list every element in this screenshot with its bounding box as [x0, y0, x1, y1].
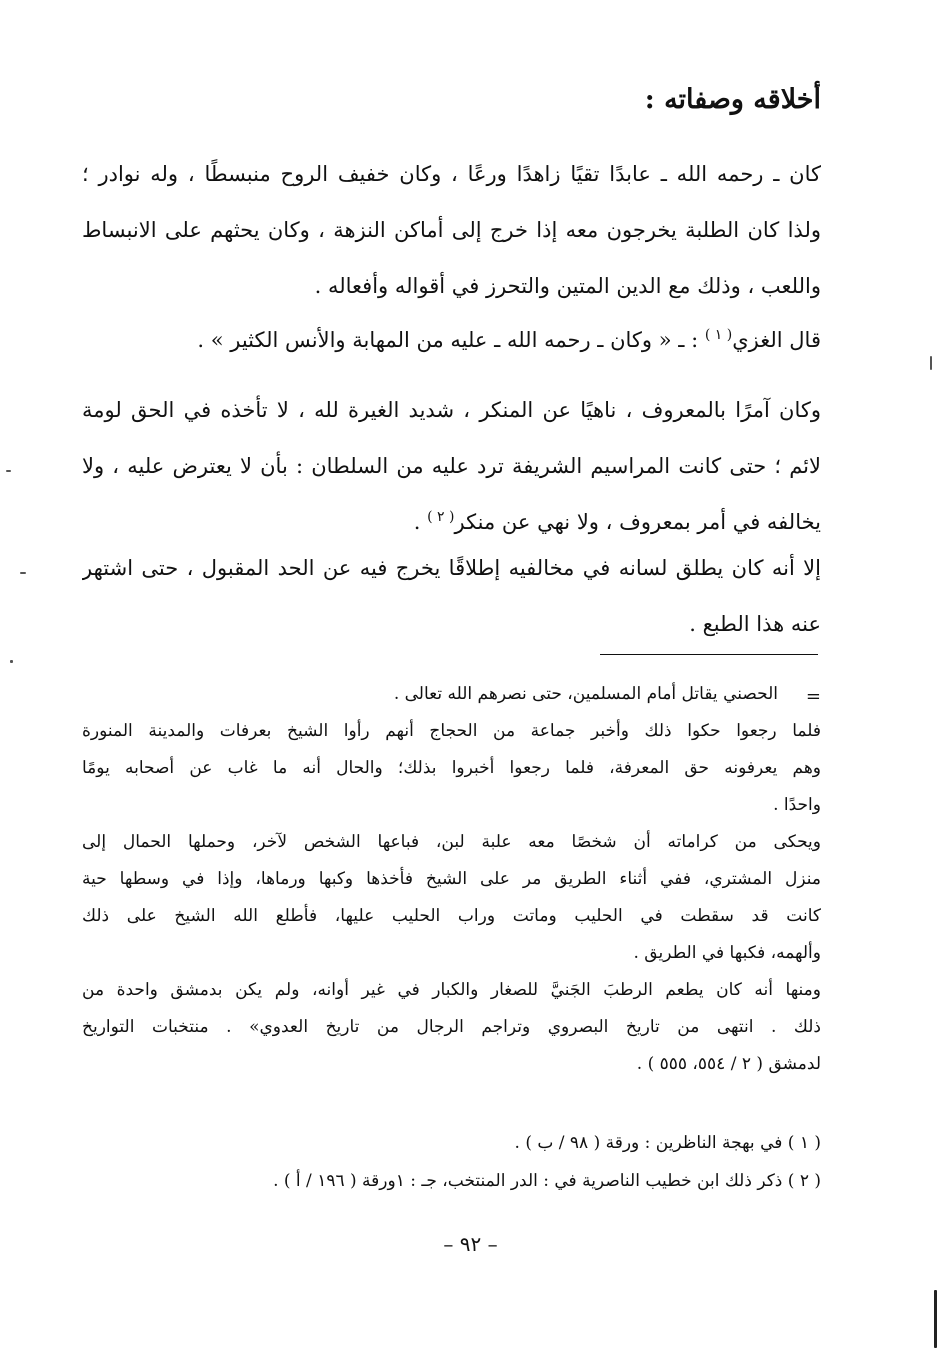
paragraph-line: عنه هذا الطبع . — [689, 612, 821, 636]
page-number: – ٩٢ – — [443, 1232, 498, 1256]
paragraph-character — [82, 146, 821, 314]
paragraph-line: كان ـ رحمه الله ـ عابدًا تقيًا زاهدًا ورعًا ، وكان خفيف الروح منبسطًا ، وله نوادر ؛ — [82, 162, 821, 186]
paragraph-tongue — [82, 540, 821, 652]
continuation-mark: = — [805, 686, 821, 707]
note-line: الحصني يقاتل أمام المسلمين، حتى نصرهم الله تعالى . — [393, 684, 778, 704]
note-line: ويحكى من كراماته أن شخصًا معه علبة لبن، فباعها الشخص لآخر، وحملها الحمال إلى — [82, 832, 821, 852]
note-line: كانت قد سقطت في الحليب وماتت وراب الحليب عليها، فأطلع الله الشيخ على ذلك — [82, 906, 821, 926]
scan-speck — [10, 660, 13, 663]
footnote-ref-1[interactable]: ( ١ ) — [704, 327, 733, 343]
section-heading: أخلاقه وصفاته : — [644, 84, 821, 115]
scan-speck — [930, 356, 932, 370]
paragraph-line: ولذا كان الطلبة يخرجون معه إذا خرج إلى أماكن النزهة ، وكان يحثهم على الانبساط — [82, 218, 821, 242]
scan-speck — [6, 470, 11, 472]
footnote-2: ( ٢ ) ذكر ذلك ابن خطيب الناصرية في : الدر المنتخب، جـ : ١ورقة ( ١٩٦ / أ ) . — [273, 1171, 821, 1191]
footnote-1: ( ١ ) في بهجة الناظرين : ورقة ( ٩٨ / ب ) . — [514, 1133, 821, 1153]
footnote-separator — [600, 654, 818, 655]
paragraph-line — [82, 312, 821, 368]
scan-speck — [20, 572, 26, 574]
quote-intro: قال الغزي — [732, 328, 821, 352]
continued-note — [82, 676, 821, 1083]
paragraph-line: وكان آمرًا بالمعروف ، ناهيًا عن المنكر ، شديد الغيرة لله ، لا تأخذه في الحق لومة — [82, 398, 821, 422]
note-line: فلما رجعوا حكوا ذلك وأخبر جماعة من الحجاج أنهم رأوا الشيخ بعرفات والمدينة المنورة — [82, 721, 821, 741]
paragraph-ghazzi-quote — [82, 312, 821, 368]
scan-speck — [934, 1290, 937, 1348]
paragraph-line: لائم ؛ حتى كانت المراسيم الشريفة ترد عليه من السلطان : بأن لا يعترض عليه ، ولا — [82, 454, 821, 478]
note-line: وهم يعرفونه حق المعرفة، فلما رجعوا أخبروا بذلك؛ والحال أنه ما غاب عن أصحابه يومًا — [82, 758, 821, 778]
note-line: وألهمه، فكبها في الطريق . — [633, 943, 821, 963]
note-line: واحدًا . — [773, 795, 821, 815]
footnotes — [82, 1124, 821, 1200]
note-line: ذلك . انتهى من تاريخ البصروي وتراجم الرجال من تاريخ العدوي» . منتخبات التواريخ — [82, 1017, 821, 1037]
footnote-ref-2[interactable]: ( ٢ ) — [427, 509, 455, 525]
paragraph-line: واللعب ، وذلك مع الدين المتين والتحرز في أقواله وأفعاله . — [314, 274, 821, 298]
paragraph-enjoining-good — [82, 382, 821, 550]
paragraph-line: إلا أنه كان يطلق لسانه في مخالفيه إطلاقًا يخرج فيه عن الحد المقبول ، حتى اشتهر — [82, 556, 821, 580]
line-end: . — [413, 510, 428, 534]
note-line: ومنها أنه كان يطعم الرطبَ الجَنيَّ للصغار والكبار في غير أوانه، ولم يكن بدمشق واحدة من — [82, 980, 821, 1000]
line-text: يخالفه في أمر بمعروف ، ولا نهي عن منكر — [454, 510, 821, 534]
quote-text: : ـ « وكان ـ رحمه الله ـ عليه من المهابة والأنس الكثير » . — [197, 328, 705, 352]
note-line: منزل المشتري، ففي أثناء الطريق مر على الشيخ فأخذها وكبها ورماها، وإذا في وسطها حية — [82, 869, 821, 889]
note-line: لدمشق ( ٢ / ٥٥٤، ٥٥٥ ) . — [636, 1054, 821, 1074]
